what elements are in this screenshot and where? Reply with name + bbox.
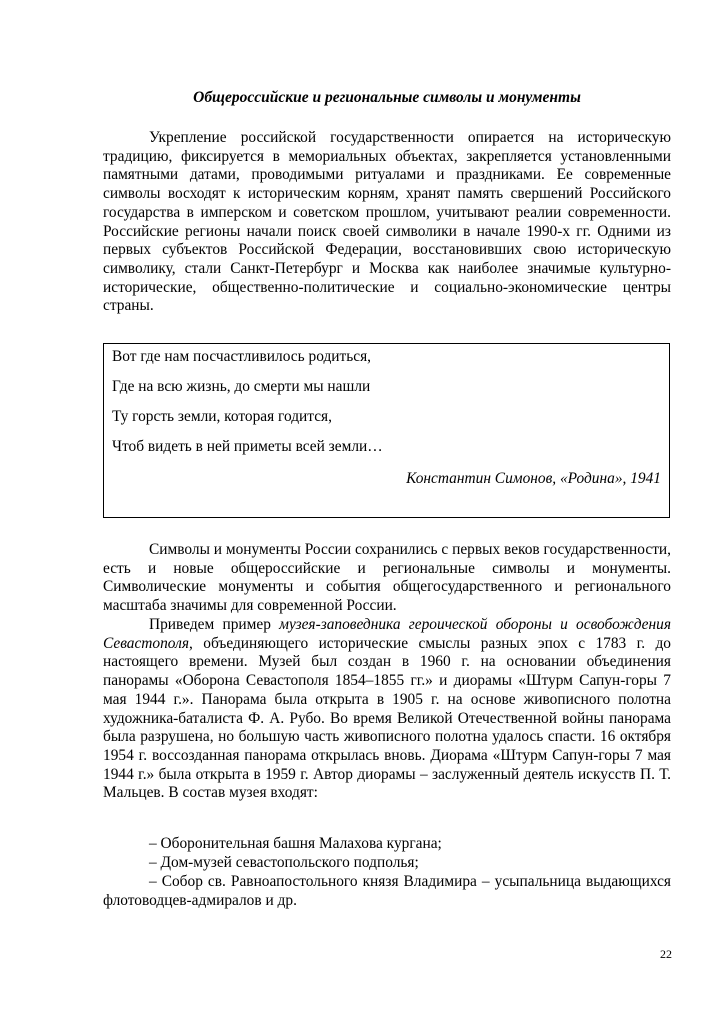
quote-line: Вот где нам посчастливилось родиться, — [112, 348, 372, 365]
museum-paragraph — [103, 616, 671, 803]
quote-line: Где на всю жизнь, до смерти мы нашли — [112, 378, 371, 395]
museum-paragraph-rest: , объединяющего исторические смыслы разных эпох с 1783 г. до настоящего времени. Музей был создан в 1960 г. на основании объединения панорамы «Оборона Севастополя 1854–1855 гг.» и диорамы «Штурм Сапун-горы 7 мая 1944 г.». Панорама была открыта в 1905 г. на основе живописного полотна художника-баталиста Ф. А. Рубо. Во время Великой Отечественной войны панорама была разрушена, но большую часть живописного полотна удалось спасти. 16 октября 1954 г. воссозданная панорама открылась вновь. Диорама «Штурм Сапун-горы 7 мая 1944 г.» была открыта в 1959 г. Автор диорамы – заслуженный деятель искусств П. Т. Мальцев. В состав музея входят: — [103, 634, 671, 802]
intro-paragraph: Укрепление российской государственности опирается на историческую традицию, фиксируется в мемориальных объектах, закрепляется установленными памятными датами, проводимыми ритуалами и праздниками. Ее современные символы восходят к историческим корням, хранят память свершений Российского государства в имперском и советском прошлом, учитывают реалии современности. Российские регионы начали поиск своей символики в начале 1990-х гг. Одними из первых субъектов Российской Федерации, восстановивших свою историческую символику, стали Санкт-Петербург и Москва как наиболее значимые культурно-исторические, общественно-политические и социально-экономические центры страны. — [103, 129, 671, 315]
section-title: Общероссийские и региональные символы и монументы — [193, 89, 581, 106]
quote-line: Ту горсть земли, которая годится, — [112, 408, 332, 425]
museum-name-emphasis: музея-заповедника героической обороны и освобождения Севастополя — [103, 616, 671, 652]
quote-line: Чтоб видеть в ней приметы всей земли… — [112, 438, 383, 455]
poem-quote-box — [103, 343, 670, 518]
list-item: – Оборонительная башня Малахова кургана; — [149, 835, 442, 852]
quote-author: Константин Симонов, «Родина», 1941 — [406, 470, 661, 487]
list-item: – Дом-музей севастопольского подполья; — [149, 854, 419, 871]
symbols-paragraph: Символы и монументы России сохранились с первых веков государственности, есть и новые общероссийские и региональные символы и монументы. Символические монументы и события общегосударственного и регионального масштаба значимы для современной России. — [103, 541, 672, 615]
page-number: 22 — [660, 947, 672, 961]
museum-paragraph-lead: Приведем пример — [149, 616, 280, 633]
list-item: – Собор св. Равноапостольного князя Владимира – усыпальница выдающихся флотоводцев-адмиралов и др. — [103, 873, 671, 909]
